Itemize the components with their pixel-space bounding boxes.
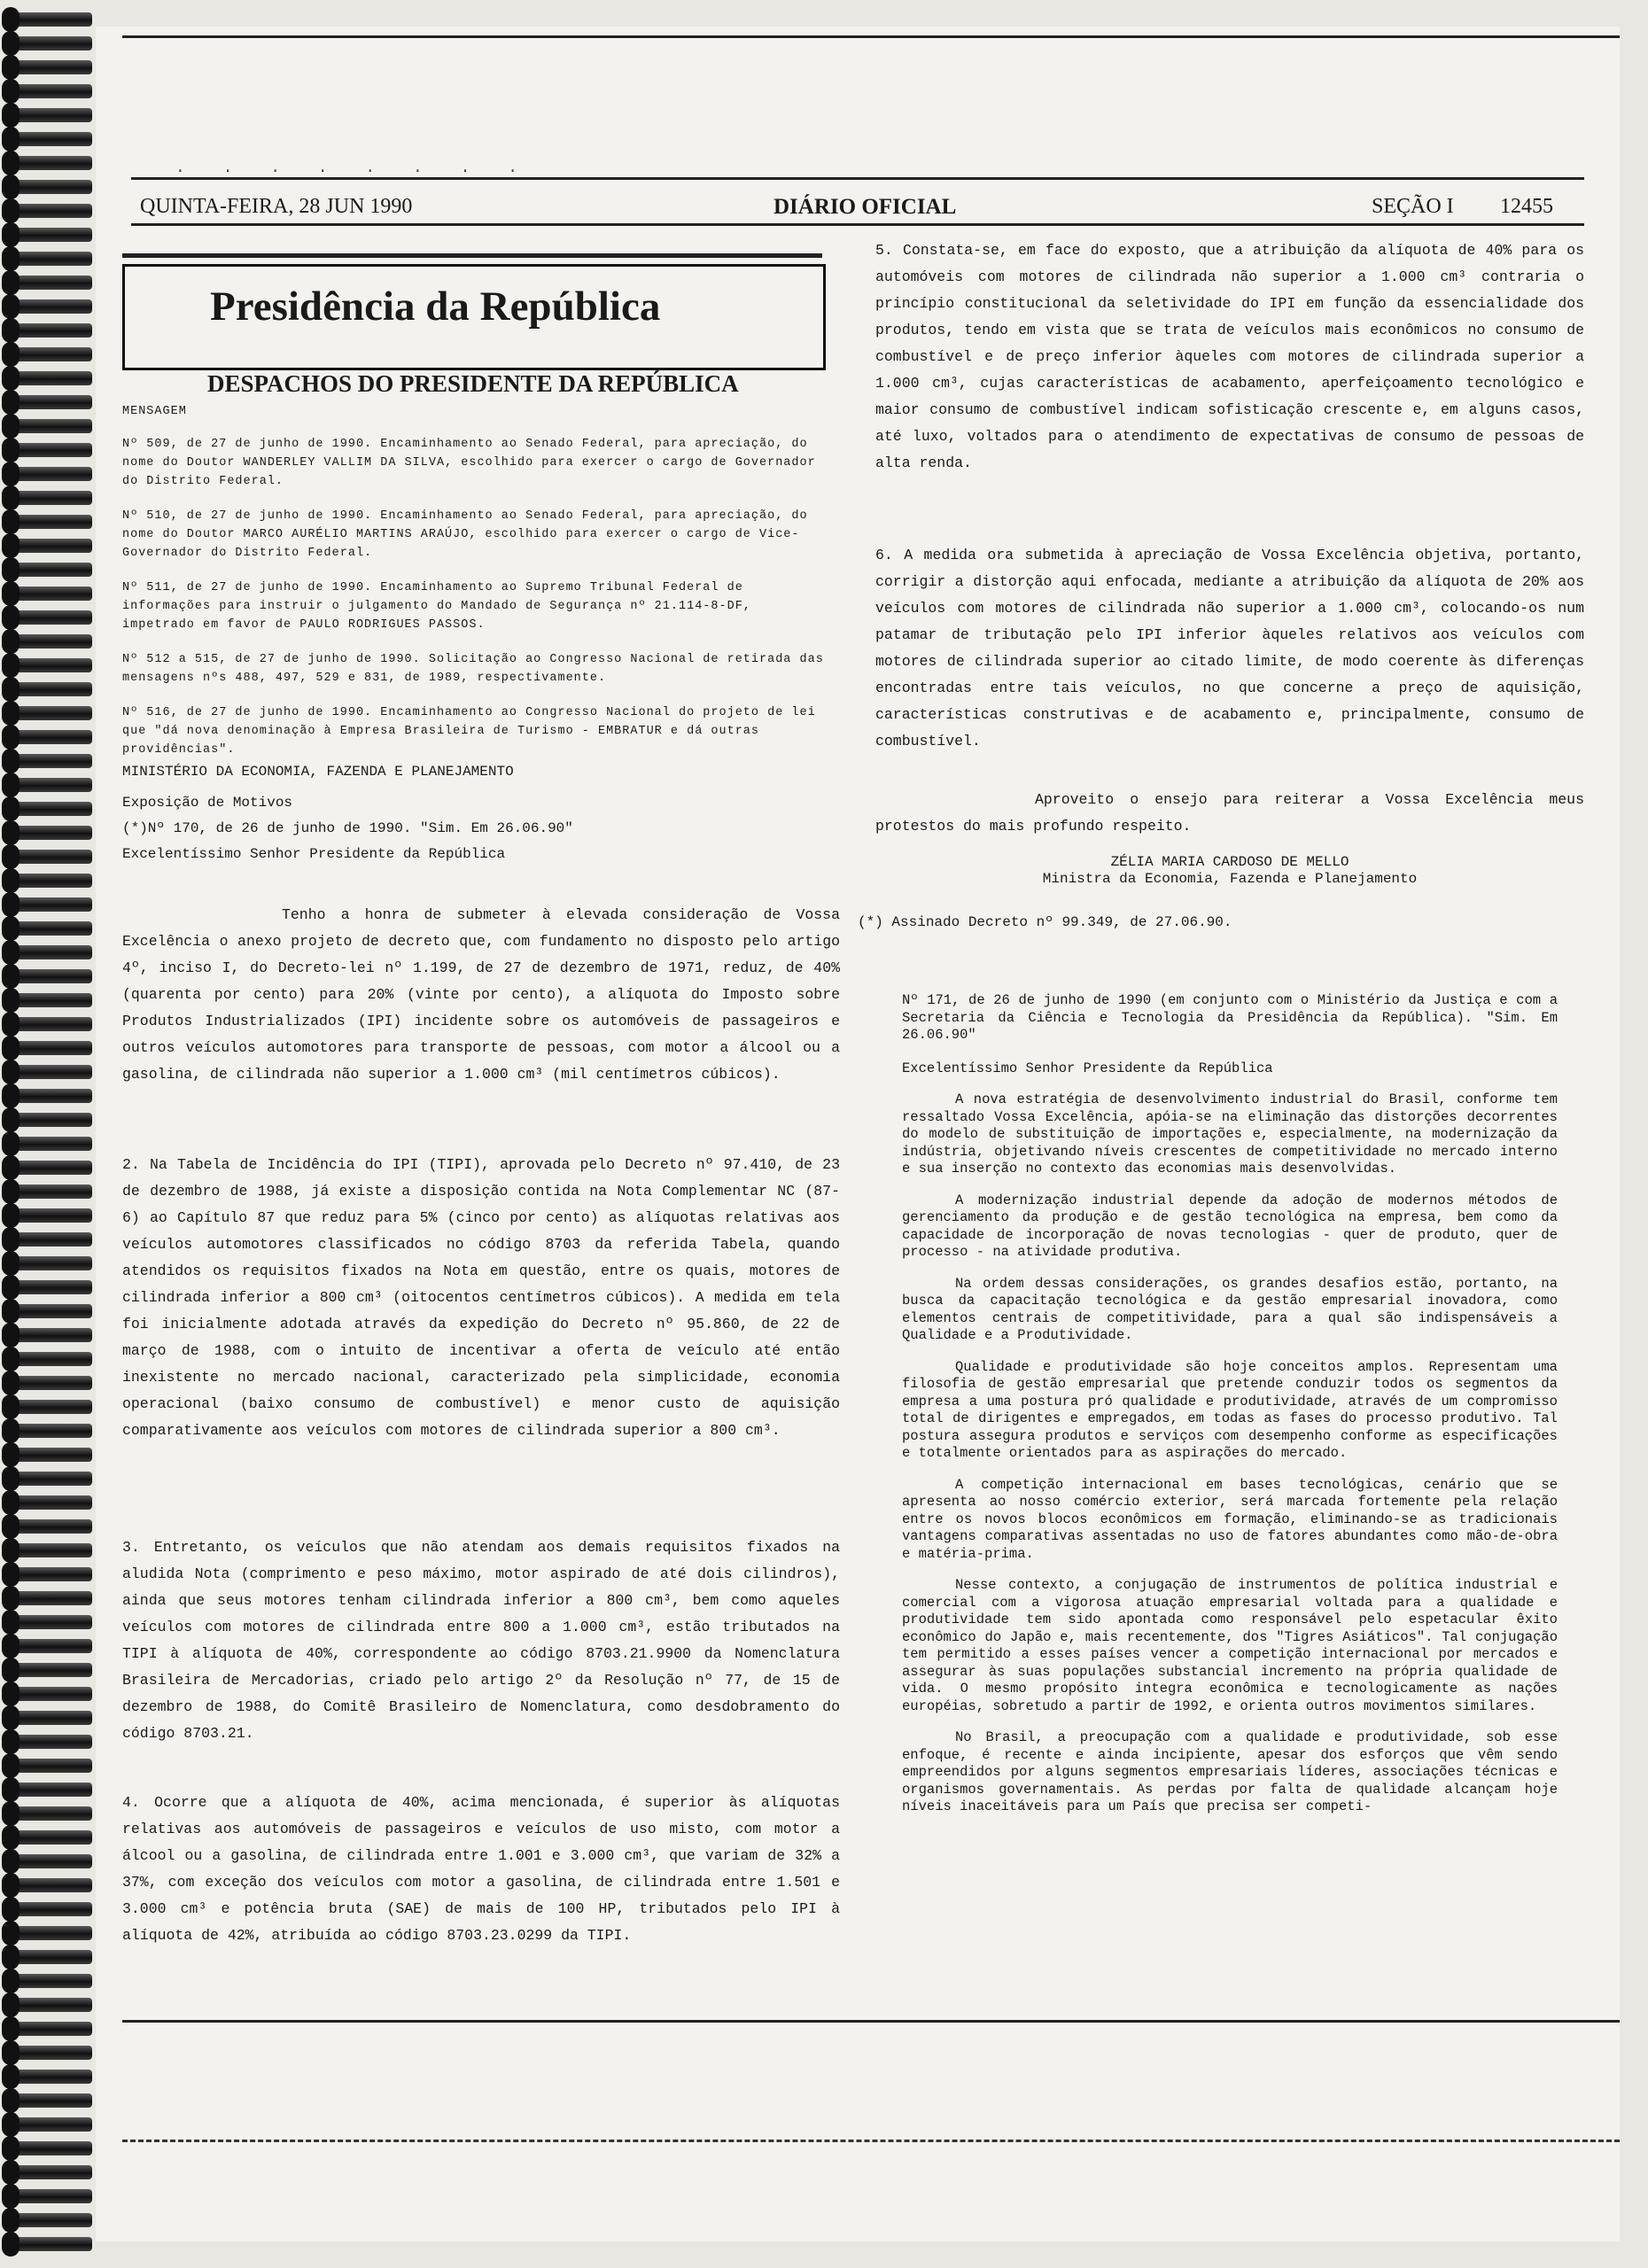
paragraph-text: A modernização industrial depende da adoção de modernos métodos de gerenciamento da produção e de gestão tecnológica na empresa, bem como da capacidade de incorporação de novas tecnologias - quer de produto, quer de processo - na atividade produtiva. xyxy=(902,1192,1558,1260)
binding-ring xyxy=(7,1759,92,1773)
binding-ring xyxy=(7,1591,92,1605)
binding-ring xyxy=(7,419,92,433)
spiral-binding xyxy=(0,0,89,2268)
binding-ring xyxy=(7,2165,92,2179)
binding-ring xyxy=(7,539,92,553)
binding-ring xyxy=(7,228,92,242)
presidency-box xyxy=(122,264,826,370)
binding-ring xyxy=(7,1495,92,1510)
footer-rule xyxy=(122,2140,1620,2142)
paragraph-text: 5. Constata-se, em face do exposto, que a atribuição da alíquota de 40% para os automóveis com motores de cilindrada não superior a 1.000 cm³ contraria o princípio constitucional da seletividade do IPI em função da essencialidade dos produtos, tendo em vista que se trata de veículos mais econômicos no consumo de combustível e de preço inferior àqueles com motores de cilindrada superior a 1.000 cm³, cujas características de acabamento, aperfeiçoamento tecnológico e maior consumo de combustível indicam sofisticação crescente e, em alguns casos, até luxo, voltados para o atendimento de expectativas de consumo de pessoas de alta renda. xyxy=(875,242,1584,471)
binding-ring xyxy=(7,586,92,601)
paragraph-text: 6. A medida ora submetida à apreciação de Vossa Excelência objetiva, portanto, corrigir a distorção aqui enfocada, mediante a atribuição da alíquota de 20% aos veículos com motores de cilindrada não superior a 1.000 cm³, colocando-os num patamar de tributação pelo IPI inferior àqueles relativos aos veículos com motores de cilindrada superior ao citado limite, de modo coerente às diferenças encontradas entre tais veículos, no que concerne a preço de aquisição, características construtivas e de acabamento e, principalmente, consumo de combustível. xyxy=(875,547,1584,750)
box-top-rule xyxy=(122,253,822,258)
messages-list xyxy=(122,402,840,759)
binding-ring xyxy=(7,2046,92,2060)
binding-ring xyxy=(7,754,92,768)
binding-ring xyxy=(7,897,92,912)
binding-ring xyxy=(7,2141,92,2155)
second-exposicao xyxy=(902,992,1558,1816)
top-border xyxy=(122,35,1620,38)
message-item: Nº 516, de 27 de junho de 1990. Encaminhamento ao Congresso Nacional do projeto de lei que "dá nova denominação à Empresa Brasileira de Turismo - EMBRATUR e dá outras providências". xyxy=(122,706,816,757)
binding-ring xyxy=(7,993,92,1007)
binding-ring xyxy=(7,1615,92,1629)
binding-ring xyxy=(7,1304,92,1318)
binding-ring xyxy=(7,1041,92,1055)
binding-ring xyxy=(7,347,92,361)
exposicao-label: Exposição de Motivos xyxy=(122,795,293,811)
binding-ring xyxy=(7,132,92,146)
binding-ring xyxy=(7,1998,92,2012)
paragraph-text: 2. Na Tabela de Incidência do IPI (TIPI), aprovada pelo Decreto nº 97.410, de 23 de dezembro de 1988, já existe a disposição contida na Nota Complementar NC (87-6) ao Capítulo 87 que reduz para 5% (cinco por cento) as alíquotas relativas aos veículos automotores classificados no código 8703 da referida Tabela, quando atendidos os requisitos fixados na Nota em questão, entre os quais, motores de cilindrada inferior a 800 cm³ (oitocentos centímetros cúbicos). A medida em tela foi inicialmente adotada através da expedição do Decreto nº 95.860, de 22 de março de 1988, com o intuito de incentivar a oferta de veículo até então inexistente no mercado nacional, caracterizado pela simplicidade, economia operacional (baixo consumo de combustível) e menor custo de aquisição comparativamente aos veículos com motores de cilindrada superior a 800 cm³. xyxy=(122,1156,840,1439)
binding-ring xyxy=(7,1232,92,1247)
binding-ring xyxy=(7,1687,92,1701)
binding-ring xyxy=(7,395,92,409)
binding-ring xyxy=(7,1256,92,1270)
binding-ring xyxy=(7,563,92,577)
binding-ring xyxy=(7,515,92,529)
binding-ring xyxy=(7,826,92,840)
binding-ring xyxy=(7,84,92,98)
despachos-heading: DESPACHOS DO PRESIDENTE DA REPÚBLICA xyxy=(207,370,739,397)
section-label: SEÇÃO I xyxy=(1372,195,1454,218)
binding-ring xyxy=(7,1472,92,1486)
second-salutation: Excelentíssimo Senhor Presidente da República xyxy=(902,1060,1273,1076)
binding-ring xyxy=(7,2093,92,2108)
binding-ring xyxy=(7,1830,92,1845)
binding-ring xyxy=(7,921,92,936)
binding-ring xyxy=(7,1208,92,1223)
page-number: 12455 xyxy=(1500,195,1553,218)
paragraph-text: No Brasil, a preocupação com a qualidade e produtividade, sob esse enfoque, é recente e ainda incipiente, apesar dos esforços que vêm sendo empreendidos por alguns segmentos empresariais líderes, associações técnicas e organismos governamentais. As perdas por falta de qualidade alcançam hoje níveis inaceitáveis para um País que precisa ser competi- xyxy=(902,1729,1558,1814)
publication-title: DIÁRIO OFICIAL xyxy=(773,195,957,219)
second-number: Nº 171, de 26 de junho de 1990 (em conjunto com o Ministério da Justiça e com a Secretaria da Ciência e Tecnologia da Presidência da República). "Sim. Em 26.06.90" xyxy=(902,992,1558,1043)
binding-ring xyxy=(7,1089,92,1103)
binding-ring xyxy=(7,1352,92,1366)
binding-ring xyxy=(7,1854,92,1868)
binding-ring xyxy=(7,491,92,505)
left-paragraph-1 xyxy=(122,902,840,1088)
binding-ring xyxy=(7,2237,92,2251)
binding-ring xyxy=(7,1974,92,1988)
binding-ring xyxy=(7,60,92,74)
binding-ring xyxy=(7,371,92,385)
binding-ring xyxy=(7,156,92,170)
binding-ring xyxy=(7,1663,92,1677)
binding-ring xyxy=(7,706,92,720)
binding-ring xyxy=(7,1543,92,1557)
binding-ring xyxy=(7,1137,92,1151)
binding-ring xyxy=(7,610,92,625)
binding-ring xyxy=(7,1400,92,1414)
mensagem-label: MENSAGEM xyxy=(122,405,187,418)
binding-ring xyxy=(7,2022,92,2036)
binding-ring xyxy=(7,1711,92,1725)
binding-ring xyxy=(7,2213,92,2227)
binding-ring xyxy=(7,1519,92,1534)
binding-ring xyxy=(7,467,92,481)
binding-ring xyxy=(7,634,92,649)
left-paragraph-4 xyxy=(122,1790,840,1949)
binding-ring xyxy=(7,2117,92,2132)
binding-ring xyxy=(7,1424,92,1438)
binding-ring xyxy=(7,204,92,218)
binding-ring xyxy=(7,1448,92,1462)
salutation: Excelentíssimo Senhor Presidente da República xyxy=(122,846,506,862)
binding-ring xyxy=(7,945,92,959)
message-item: Nº 510, de 27 de junho de 1990. Encaminhamento ao Senado Federal, para apreciação, do nome do Doutor MARCO AURÉLIO MARTINS ARAÚJO, escolhido para exercer o cargo de Vice-Governador do Distrito Federal. xyxy=(122,509,808,560)
message-item: Nº 509, de 27 de junho de 1990. Encaminhamento ao Senado Federal, para apreciação, do nome do Doutor WANDERLEY VALLIM DA SILVA, escolhido para exercer o cargo de Governador do Distrito Federal. xyxy=(122,438,816,488)
binding-ring xyxy=(7,874,92,888)
binding-ring xyxy=(7,323,92,338)
message-item: Nº 511, de 27 de junho de 1990. Encaminhamento ao Supremo Tribunal Federal de informações para instruir o julgamento do Mandado de Segurança nº 21.114-8-DF, impetrado em favor de PAULO RODRIGUES PASSOS. xyxy=(122,581,751,632)
binding-ring xyxy=(7,180,92,194)
binding-ring xyxy=(7,778,92,792)
signature-title: Ministra da Economia, Fazenda e Planejamento xyxy=(1042,871,1418,887)
message-item: Nº 512 a 515, de 27 de junho de 1990. Solicitação ao Congresso Nacional de retirada das mensagens nºs 488, 497, 529 e 831, de 1989, respectivamente. xyxy=(122,653,824,685)
presidency-title: Presidência da República xyxy=(210,284,661,330)
binding-ring xyxy=(7,1065,92,1079)
paragraph-text: Na ordem dessas considerações, os grandes desafios estão, portanto, na busca da capacitação tecnológica e da gestão empresarial inovadora, como elementos centrais de competitividade, para a qual são indispensáveis a Qualidade e a Produtividade. xyxy=(902,1275,1558,1343)
newspaper-page xyxy=(96,27,1620,2241)
issue-date: QUINTA-FEIRA, 28 JUN 1990 xyxy=(140,195,413,218)
binding-ring xyxy=(7,12,92,27)
binding-ring xyxy=(7,1184,92,1199)
paragraph-text: Nesse contexto, a conjugação de instrumentos de política industrial e comercial com a vigorosa atuação empresarial voltada para a qualidade e produtividade tem sido apontada como responsável pelo espetacular êxito econômico do Japão e, mais recentemente, dos "Tigres Asiáticos". Tal conjugação tem permitido a esses países vencer a competição internacional por mercados e assegurar às suas populações substancial incremento na própria qualidade de vida. O mesmo propósito integra econômica e tecnologicamente as nações européias, sobretudo a partir de 1992, e orienta outros movimentos similares. xyxy=(902,1577,1558,1714)
binding-ring xyxy=(7,1328,92,1342)
binding-ring xyxy=(7,2070,92,2084)
decorative-dots: . . . . . . . . xyxy=(175,159,532,177)
right-paragraph-5 xyxy=(875,237,1584,477)
right-closing xyxy=(875,787,1584,840)
binding-ring xyxy=(7,1902,92,1916)
binding-ring xyxy=(7,802,92,816)
left-paragraph-3 xyxy=(122,1534,840,1747)
binding-ring xyxy=(7,276,92,290)
masthead-rule-top xyxy=(131,177,1584,180)
binding-ring xyxy=(7,1567,92,1581)
footnote: (*) Assinado Decreto nº 99.349, de 27.06.90. xyxy=(858,914,1232,930)
binding-ring xyxy=(7,1017,92,1031)
signature-block xyxy=(999,854,1460,888)
exposicao-number: (*)Nº 170, de 26 de junho de 1990. "Sim. Em 26.06.90" xyxy=(122,820,573,836)
binding-ring xyxy=(7,1735,92,1749)
masthead-rule-bottom xyxy=(131,223,1584,226)
binding-ring xyxy=(7,443,92,457)
binding-ring xyxy=(7,1376,92,1390)
binding-ring xyxy=(7,299,92,314)
bottom-rule xyxy=(122,2020,1620,2023)
binding-ring xyxy=(7,1161,92,1175)
left-paragraph-2 xyxy=(122,1152,840,1444)
binding-ring xyxy=(7,1926,92,1940)
paragraph-text: Qualidade e produtividade são hoje conceitos amplos. Representam uma filosofia de gestão empresarial que pretende conduzir todos os segmentos da empresa a uma postura pró qualidade e produtividade, através de um compromisso total de dirigentes e empregados, em todas as fases do processo produtivo. Tal postura assegura produtos e serviços com desempenho conforme as especificações e totalmente orientados para as aspirações do mercado. xyxy=(902,1358,1558,1461)
binding-ring xyxy=(7,850,92,864)
binding-ring xyxy=(7,1113,92,1127)
binding-ring xyxy=(7,1783,92,1797)
binding-ring xyxy=(7,1878,92,1892)
binding-ring xyxy=(7,730,92,744)
paragraph-text: A nova estratégia de desenvolvimento industrial do Brasil, conforme tem ressaltado Vossa Excelência, apóia-se na eliminação das distorções decorrentes do modelo de substituição de importações e, especialmente, na modernização da indústria, objetivando níveis crescentes de competitividade no mercado interno e sua inserção no contexto das economias mais desenvolvidas. xyxy=(902,1091,1558,1177)
binding-ring xyxy=(7,1950,92,1964)
binding-ring xyxy=(7,969,92,983)
binding-ring xyxy=(7,2189,92,2203)
ministry-header xyxy=(122,762,840,865)
binding-ring xyxy=(7,252,92,266)
paragraph-text: Aproveito o ensejo para reiterar a Vossa Excelência meus protestos do mais profundo respeito. xyxy=(875,791,1584,835)
binding-ring xyxy=(7,108,92,122)
ministry-name: MINISTÉRIO DA ECONOMIA, FAZENDA E PLANEJAMENTO xyxy=(122,764,514,780)
binding-ring xyxy=(7,36,92,50)
paragraph-text: 4. Ocorre que a alíquota de 40%, acima mencionada, é superior às alíquotas relativas aos automóveis de passageiros e veículos de uso misto, com motor a álcool ou a gasolina, de cilindrada entre 1.001 e 3.000 cm³, que variam de 32% a 37%, com exceção dos veículos com motor a gasolina, de cilindrada entre 1.501 e 3.000 cm³ e potência bruta (SAE) de mais de 100 HP, tributados pelo IPI à alíquota de 42%, atribuída ao código 8703.23.0299 da TIPI. xyxy=(122,1794,840,1944)
signature-name: ZÉLIA MARIA CARDOSO DE MELLO xyxy=(1110,854,1349,870)
paragraph-text: Tenho a honra de submeter à elevada consideração de Vossa Excelência o anexo projeto de decreto que, com fundamento no disposto pelo artigo 4º, inciso I, do Decreto-lei nº 1.199, de 27 de dezembro de 1971, reduz, de 40% (quarenta por cento) para 20% (vinte por cento), a alíquota do Imposto sobre Produtos Industrializados (IPI) incidente sobre os automóveis de passageiros e outros veículos automotores para transporte de pessoas, com motor a álcool ou a gasolina, de cilindrada não superior a 1.000 cm³ (mil centímetros cúbicos). xyxy=(122,906,840,1083)
binding-ring xyxy=(7,658,92,672)
binding-ring xyxy=(7,1806,92,1821)
binding-ring xyxy=(7,1280,92,1294)
masthead xyxy=(131,195,1584,221)
paragraph-text: 3. Entretanto, os veículos que não atendam aos demais requisitos fixados na aludida Nota (comprimento e peso máximo, motor aspirado de até dois cilindros), ainda que seus motores tenham cilindrada inferior a 800 cm³, bem como aqueles veículos com motores de cilindrada entre 800 a 1.000 cm³, estão tributados na TIPI à alíquota de 40%, correspondente ao código 8703.21.9900 da Nomenclatura Brasileira de Mercadorias, criado pelo artigo 2º da Resolução nº 77, de 15 de dezembro de 1988, do Comitê Brasileiro de Nomenclatura, como desdobramento do código 8703.21. xyxy=(122,1539,840,1742)
right-paragraph-6 xyxy=(875,542,1584,755)
binding-ring xyxy=(7,1639,92,1653)
binding-ring xyxy=(7,682,92,696)
paragraph-text: A competição internacional em bases tecnológicas, cenário que se apresenta ao nosso comércio exterior, será marcada fortemente pela relação entre os novos blocos econômicos em formação, eliminando-se as tradicionais vantagens comparativas assentadas no uso de fatores abundantes como mão-de-obra e matéria-prima. xyxy=(902,1476,1558,1562)
